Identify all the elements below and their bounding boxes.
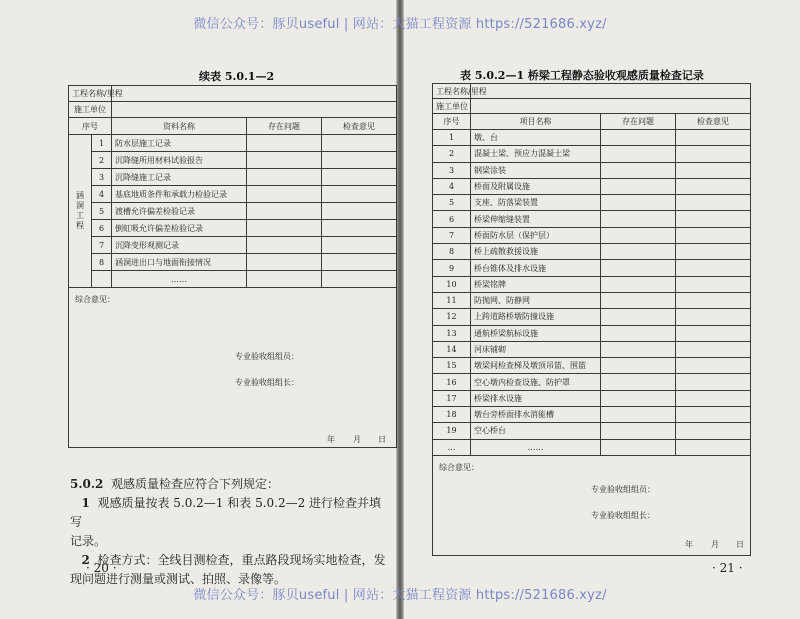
member-label: 专业验收组组员： (591, 484, 655, 494)
row-name: 空心桥台 (471, 423, 601, 439)
row-problems[interactable] (601, 309, 676, 325)
row-name: 桥台锥体及排水设施 (471, 260, 601, 276)
row-name: 河床铺砌 (471, 341, 601, 357)
row-name: 基底地质条件和承载力检验记录 (112, 186, 247, 203)
table-row (433, 423, 751, 439)
row-name: 涵洞进出口与地面衔接情况 (112, 254, 247, 271)
row-problems[interactable] (601, 407, 676, 423)
day-label: 日 (736, 539, 744, 549)
row-opinion[interactable] (676, 292, 751, 308)
row-name: 桥面及附属设施 (471, 178, 601, 194)
row-number: 19 (433, 423, 471, 439)
header-name: 项目名称 (471, 114, 601, 130)
row-problems[interactable] (601, 162, 676, 178)
row-name: 防水层施工记录 (112, 135, 247, 152)
month-label: 月 (711, 539, 719, 549)
leader-label: 专业验收组组长： (591, 510, 655, 520)
row-name: 桥梁伸缩缝装置 (471, 211, 601, 227)
row-problems[interactable] (601, 130, 676, 146)
table-row (69, 271, 397, 288)
table-row (433, 407, 751, 423)
clause-5-0-2: 5.0.2 观感质量检查应符合下列规定： 1 观感质量按表 5.0.2—1 和表 5.0.2—2 进行检查并填写 记录。 2 检查方式：全线目测检查，重点路段现场实地检查，发 现问题进行测量或测试、拍照、录像等。 (70, 477, 386, 586)
row-name: 桥梁铭牌 (471, 276, 601, 292)
row-number: 9 (433, 260, 471, 276)
row-opinion[interactable] (676, 325, 751, 341)
row-number: 10 (433, 276, 471, 292)
year-label: 年 (685, 539, 693, 549)
right-table (432, 83, 751, 556)
row-opinion[interactable] (322, 254, 397, 271)
row-number: 7 (433, 227, 471, 243)
row-opinion[interactable] (676, 374, 751, 390)
contractor-label: 施工单位 (69, 102, 112, 118)
row-problems[interactable] (601, 341, 676, 357)
right-page-number: · 21 · (712, 561, 743, 575)
row-opinion[interactable] (322, 203, 397, 220)
row-problems[interactable] (601, 423, 676, 439)
row-number: … (433, 439, 471, 455)
row-name: 通航桥梁航标设施 (471, 325, 601, 341)
row-number: 14 (433, 341, 471, 357)
row-opinion[interactable] (322, 271, 397, 288)
row-problems[interactable] (601, 390, 676, 406)
row-opinion[interactable] (676, 162, 751, 178)
row-number: 8 (92, 254, 112, 271)
table-row (69, 186, 397, 203)
table-row (69, 203, 397, 220)
row-problems[interactable] (601, 244, 676, 260)
header-seq: 序号 (433, 114, 471, 130)
project-value[interactable] (471, 84, 751, 99)
row-problems[interactable] (247, 203, 322, 220)
project-label: 工程名称/里程 (433, 84, 471, 99)
summary-label: 综合意见： (439, 462, 479, 472)
row-number: 2 (92, 152, 112, 169)
row-name: 上跨道路桥墩防撞设施 (471, 309, 601, 325)
row-number: 18 (433, 407, 471, 423)
month-label: 月 (353, 435, 361, 444)
row-opinion[interactable] (676, 407, 751, 423)
row-name: 沉降变形观测记录 (112, 237, 247, 254)
row-opinion[interactable] (676, 309, 751, 325)
row-number: 1 (433, 130, 471, 146)
row-name: 桥上疏散救援设施 (471, 244, 601, 260)
row-number: 5 (433, 195, 471, 211)
row-number: 15 (433, 358, 471, 374)
row-problems[interactable] (601, 178, 676, 194)
row-number: 1 (92, 135, 112, 152)
leader-label: 专业验收组组长： (235, 378, 299, 387)
watermark-bottom: 微信公众号：豚贝useful | 网站：大猫工程资源 https://521686.xyz/ (193, 588, 607, 603)
row-name: …… (112, 271, 247, 288)
row-opinion[interactable] (322, 186, 397, 203)
table-row (433, 358, 751, 374)
row-name: 防抛网、防静网 (471, 292, 601, 308)
contractor-value[interactable] (112, 102, 397, 118)
book-spine (396, 0, 404, 619)
table-row (433, 374, 751, 390)
row-opinion[interactable] (676, 423, 751, 439)
table-row (433, 341, 751, 357)
row-name: 墩梁间检查梯及墩顶吊篮、围篮 (471, 358, 601, 374)
day-label: 日 (378, 435, 386, 444)
row-problems[interactable] (601, 195, 676, 211)
row-number: 2 (433, 146, 471, 162)
table-row (433, 146, 751, 162)
row-name: 墩台旁桥面排水消能槽 (471, 407, 601, 423)
row-name: 钢梁涂装 (471, 162, 601, 178)
row-problems[interactable] (601, 358, 676, 374)
row-problems[interactable] (601, 146, 676, 162)
row-problems[interactable] (247, 152, 322, 169)
member-label: 专业验收组组员： (235, 352, 299, 361)
row-problems[interactable] (601, 227, 676, 243)
row-name: 墩、台 (471, 130, 601, 146)
left-page-number: · 20 · (86, 561, 117, 575)
row-number: 4 (92, 186, 112, 203)
table-row (433, 178, 751, 194)
row-opinion[interactable] (676, 227, 751, 243)
table-row (433, 211, 751, 227)
watermark-top: 微信公众号：豚贝useful | 网站：大猫工程资源 https://521686.xyz/ (193, 17, 607, 32)
row-number: 17 (433, 390, 471, 406)
header-problems: 存在问题 (247, 118, 322, 135)
row-opinion[interactable] (676, 211, 751, 227)
right-table-title: 表 5.0.2—1 桥梁工程静态验收观感质量检查记录 (460, 69, 704, 82)
row-name: 桥梁排水设施 (471, 390, 601, 406)
row-opinion[interactable] (322, 169, 397, 186)
table-row (69, 169, 397, 186)
table-row (69, 135, 397, 152)
table-row (433, 244, 751, 260)
header-name: 资料名称 (112, 118, 247, 135)
table-row (433, 439, 751, 455)
row-number: 6 (433, 211, 471, 227)
project-label: 工程名称/里程 (69, 86, 112, 102)
row-name: 支座、防落梁装置 (471, 195, 601, 211)
project-value[interactable] (112, 86, 397, 102)
row-number: 13 (433, 325, 471, 341)
row-name: 渡槽允许偏差检验记录 (112, 203, 247, 220)
left-summary[interactable] (69, 288, 397, 448)
year-label: 年 (327, 435, 335, 444)
table-row (433, 292, 751, 308)
row-problems[interactable] (247, 271, 322, 288)
row-number: 8 (433, 244, 471, 260)
row-problems[interactable] (601, 260, 676, 276)
row-problems[interactable] (247, 220, 322, 237)
group-label: 涵洞工程 (69, 135, 92, 288)
row-number: 7 (92, 237, 112, 254)
row-name: 沉降缝所用材料试验报告 (112, 152, 247, 169)
right-summary[interactable] (433, 455, 751, 555)
row-number: 12 (433, 309, 471, 325)
row-problems[interactable] (601, 325, 676, 341)
row-opinion[interactable] (676, 146, 751, 162)
table-row (433, 325, 751, 341)
row-number: 5 (92, 203, 112, 220)
row-number: 3 (92, 169, 112, 186)
table-row (69, 152, 397, 169)
contractor-value[interactable] (471, 99, 751, 114)
table-row (69, 237, 397, 254)
row-name: 桥面防水层（保护层） (471, 227, 601, 243)
table-row (433, 260, 751, 276)
row-problems[interactable] (247, 237, 322, 254)
row-opinion[interactable] (322, 237, 397, 254)
row-number: 11 (433, 292, 471, 308)
row-opinion[interactable] (676, 276, 751, 292)
row-opinion[interactable] (676, 178, 751, 194)
row-opinion[interactable] (676, 390, 751, 406)
table-row (69, 254, 397, 271)
row-problems[interactable] (601, 211, 676, 227)
row-opinion[interactable] (322, 220, 397, 237)
row-number: 6 (92, 220, 112, 237)
row-number (92, 271, 112, 288)
row-number: 3 (433, 162, 471, 178)
row-opinion[interactable] (676, 130, 751, 146)
row-opinion[interactable] (676, 439, 751, 455)
table-row (433, 227, 751, 243)
left-table-title: 续表 5.0.1—2 (199, 70, 275, 83)
row-problems[interactable] (247, 254, 322, 271)
row-name: 混凝土梁、预应力混凝土梁 (471, 146, 601, 162)
left-table (68, 85, 397, 448)
header-problems: 存在问题 (601, 114, 676, 130)
row-opinion[interactable] (676, 341, 751, 357)
contractor-label: 施工单位 (433, 99, 471, 114)
row-opinion[interactable] (676, 260, 751, 276)
table-row (433, 309, 751, 325)
row-name: 沉降缝施工记录 (112, 169, 247, 186)
row-name: 空心墩内检查设施、防护罩 (471, 374, 601, 390)
row-opinion[interactable] (676, 244, 751, 260)
header-opinion: 检查意见 (676, 114, 751, 130)
row-opinion[interactable] (322, 135, 397, 152)
header-opinion: 检查意见 (322, 118, 397, 135)
table-row (433, 130, 751, 146)
row-problems[interactable] (601, 292, 676, 308)
row-problems[interactable] (247, 186, 322, 203)
row-opinion[interactable] (322, 152, 397, 169)
row-number: 16 (433, 374, 471, 390)
row-opinion[interactable] (676, 358, 751, 374)
table-row (433, 195, 751, 211)
row-problems[interactable] (247, 169, 322, 186)
summary-label: 综合意见： (75, 295, 115, 304)
row-problems[interactable] (601, 374, 676, 390)
row-name: 倒虹吸允许偏差检验记录 (112, 220, 247, 237)
table-row (69, 220, 397, 237)
row-number: 4 (433, 178, 471, 194)
table-row (433, 276, 751, 292)
header-seq: 序号 (69, 118, 112, 135)
table-row (433, 162, 751, 178)
row-problems[interactable] (601, 439, 676, 455)
row-opinion[interactable] (676, 195, 751, 211)
row-name: …… (471, 439, 601, 455)
table-row (433, 390, 751, 406)
row-problems[interactable] (601, 276, 676, 292)
row-problems[interactable] (247, 135, 322, 152)
